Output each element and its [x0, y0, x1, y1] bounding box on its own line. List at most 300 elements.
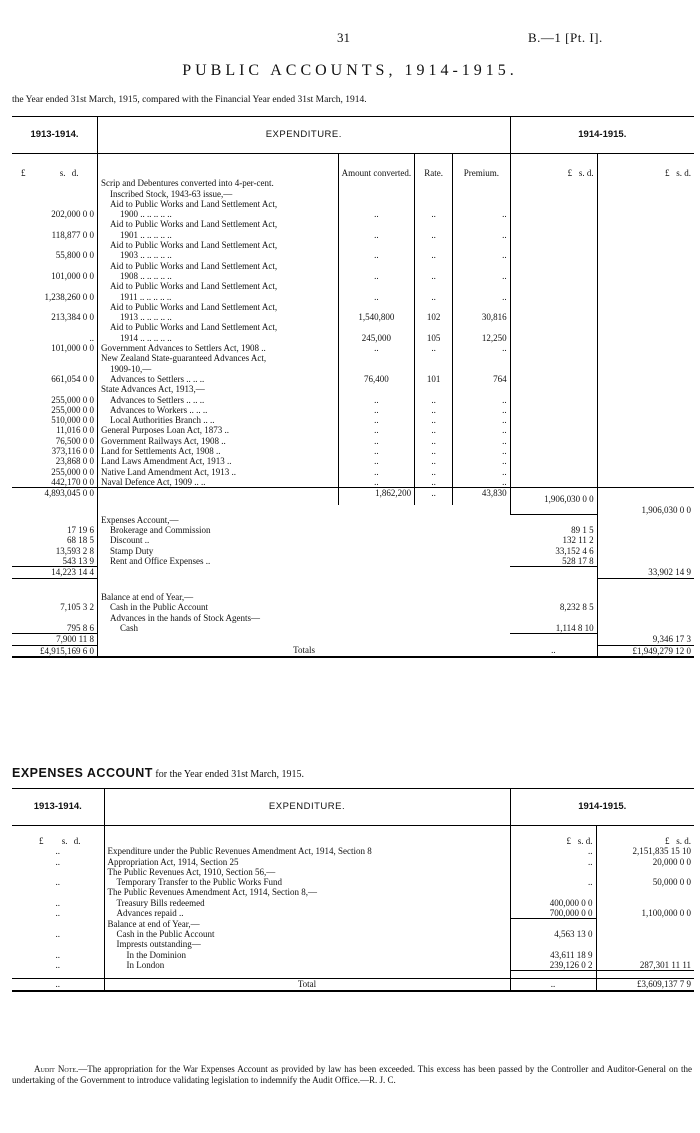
col2-empty — [597, 425, 694, 435]
subheader-amount: Amount converted. — [338, 154, 414, 179]
row-description: Scrip and Debentures converted into 4-per-cent. — [100, 178, 274, 189]
premium-value — [453, 322, 511, 332]
row-description: In the Dominion — [126, 949, 186, 960]
col1-value: 33,152 4 6 — [510, 546, 597, 556]
page-subtitle: the Year ended 31st March, 1915, compared with the Financial Year ended 31st March, 1914. — [12, 95, 367, 105]
prev-year-value — [12, 261, 97, 271]
col1-value: 239,126 0 2 — [510, 960, 596, 971]
page-reference: B.—1 [Pt. I]. — [528, 30, 603, 45]
table-row — [12, 343, 694, 353]
blank — [596, 971, 694, 979]
totals-row — [12, 645, 694, 657]
rate-value: .. — [415, 425, 453, 435]
col2-empty — [597, 281, 694, 291]
table-row — [12, 477, 694, 488]
expenses-heading: Expenses Account,— — [100, 514, 179, 525]
balance-total-col2: 9,346 17 3 — [597, 634, 694, 645]
table-row — [12, 857, 694, 867]
col2-empty — [597, 395, 694, 405]
table-row — [12, 312, 694, 322]
blank — [338, 505, 414, 515]
prev-year-value — [12, 281, 97, 291]
col2-empty — [597, 456, 694, 466]
table-row — [12, 230, 694, 240]
prev-year-value: .. — [12, 898, 104, 908]
amount-converted: .. — [338, 415, 414, 425]
rate-value — [415, 178, 453, 188]
rate-value — [415, 353, 453, 363]
units-prev: £ s. d. — [12, 154, 97, 179]
col1-empty — [510, 271, 597, 281]
table-row — [12, 929, 694, 939]
premium-value: .. — [453, 477, 511, 488]
subtotal-col2: 1,906,030 0 0 — [641, 504, 691, 515]
col1-empty — [510, 281, 597, 291]
rate-value — [415, 261, 453, 271]
col1-empty — [510, 467, 597, 477]
premium-value: .. — [453, 405, 511, 415]
col2-empty — [597, 189, 694, 199]
col2-empty — [597, 353, 694, 363]
col1-empty — [510, 384, 597, 394]
amount-converted: .. — [338, 436, 414, 446]
premium-value: 764 — [453, 374, 511, 384]
col2-value — [596, 939, 694, 949]
blank — [12, 592, 97, 602]
col2-empty — [597, 240, 694, 250]
table-row — [12, 535, 694, 545]
amount-converted — [338, 219, 414, 229]
row-description: Discount .. — [109, 535, 150, 546]
table-row — [12, 613, 694, 623]
col1-value — [510, 919, 596, 929]
col2-value — [596, 887, 694, 897]
balance-heading: Balance at end of Year,— — [100, 592, 194, 603]
row-description: 1900 .. .. .. .. .. — [119, 209, 172, 220]
col2-empty — [597, 405, 694, 415]
table-row — [12, 281, 694, 291]
table-row — [12, 395, 694, 405]
prev-year-value: 373,116 0 0 — [12, 446, 97, 456]
premium-value: .. — [453, 415, 511, 425]
row-description: Cash in the Public Account — [109, 602, 208, 613]
col2-empty — [597, 271, 694, 281]
rate-value: .. — [415, 343, 453, 353]
table-row — [12, 908, 694, 919]
blank — [597, 535, 694, 545]
rate-value — [415, 384, 453, 394]
rate-value: .. — [415, 271, 453, 281]
table-row — [12, 950, 694, 960]
row-description: The Public Revenues Amendment Act, 1914, Section 8,— — [107, 887, 317, 898]
col1-empty — [510, 446, 597, 456]
blank — [597, 488, 694, 505]
row-description: 1908 .. .. .. .. .. — [119, 270, 172, 281]
grand-total-col1: .. — [510, 645, 597, 657]
table-row — [12, 292, 694, 302]
col1-value: .. — [510, 846, 596, 856]
col2-value: 2,151,835 15 10 — [632, 846, 691, 857]
row-description: 1914 .. .. .. .. .. — [119, 332, 172, 343]
row-description: Aid to Public Works and Land Settlement Act, — [109, 219, 278, 230]
table-row — [12, 271, 694, 281]
page-number: 31 — [337, 30, 350, 45]
prev-year-value: .. — [12, 857, 104, 867]
blank — [104, 971, 510, 979]
prev-year-value: 255,000 0 0 — [12, 395, 97, 405]
prev-year-value: 17 19 6 — [12, 525, 97, 535]
rate-value: .. — [415, 230, 453, 240]
table-row — [12, 209, 694, 219]
amount-converted — [338, 364, 414, 374]
row-description: Imprests outstanding— — [116, 939, 201, 950]
premium-value: .. — [453, 343, 511, 353]
col2-empty — [597, 384, 694, 394]
subtotal-rate: .. — [415, 488, 453, 505]
premium-value — [453, 261, 511, 271]
amount-converted: .. — [338, 250, 414, 260]
col1-value: 700,000 0 0 — [510, 908, 596, 919]
col1-value — [510, 867, 596, 877]
col2-value: 287,301 11 11 — [596, 960, 694, 971]
row-description: Advances repaid .. — [116, 908, 184, 919]
amount-converted — [338, 240, 414, 250]
table-row — [12, 199, 694, 209]
col2-empty — [597, 446, 694, 456]
row-description: Aid to Public Works and Land Settlement Act, — [109, 240, 278, 251]
col2-empty — [597, 322, 694, 332]
amount-converted: .. — [338, 209, 414, 219]
premium-value: .. — [453, 292, 511, 302]
row-description: State Advances Act, 1913,— — [100, 384, 205, 395]
col1-empty — [510, 364, 597, 374]
table-row — [12, 602, 694, 612]
blank — [597, 556, 694, 567]
section-heading — [12, 592, 694, 602]
col2-empty — [597, 261, 694, 271]
table-row — [12, 960, 694, 971]
audit-note: Audit Note.—The appropriation for the War Expenses Account as provided by law has been exceeded. This excess has been passed by the Controller and Auditor-General on the undertaking of the Government to introduce validating legislation to indemnify the Audit Office.—R. J. C. — [12, 1064, 692, 1085]
premium-value: .. — [453, 230, 511, 240]
table-row — [12, 939, 694, 949]
blank — [597, 623, 694, 634]
rate-value — [415, 189, 453, 199]
blank — [510, 578, 597, 592]
blank — [12, 971, 104, 979]
total-col2: £3,609,137 7 9 — [596, 979, 694, 991]
col2-empty — [597, 415, 694, 425]
col1-empty — [510, 353, 597, 363]
prev-year-value: 101,000 0 0 — [12, 343, 97, 353]
table-row — [12, 877, 694, 887]
row-description: 1911 .. .. .. .. .. — [119, 291, 172, 302]
row-description: Treasury Bills redeemed — [116, 897, 205, 908]
amount-converted: .. — [338, 395, 414, 405]
subheader-rate: Rate. — [415, 154, 453, 179]
blank — [97, 634, 510, 645]
col1-empty — [510, 322, 597, 332]
rate-value — [415, 281, 453, 291]
col1-empty — [510, 230, 597, 240]
col1-empty — [510, 209, 597, 219]
amount-converted: .. — [338, 425, 414, 435]
row-description: Appropriation Act, 1914, Section 25 — [107, 856, 239, 867]
row-description: Cash in the Public Account — [116, 929, 215, 940]
prev-year-value — [12, 364, 97, 374]
t2-units-prev: £ s. d. — [12, 826, 104, 847]
col1-value: 8,232 8 5 — [510, 602, 597, 612]
blank — [597, 602, 694, 612]
premium-value — [453, 364, 511, 374]
amount-converted — [338, 261, 414, 271]
prev-year-value — [12, 219, 97, 229]
prev-year-value: 543 13 9 — [12, 556, 97, 567]
blank — [453, 505, 511, 515]
table-row — [12, 436, 694, 446]
units-col2: £ s. d. — [664, 168, 691, 178]
rate-value — [415, 219, 453, 229]
row-description: Aid to Public Works and Land Settlement Act, — [109, 301, 278, 312]
prev-year-value — [12, 322, 97, 332]
table-row — [12, 364, 694, 374]
subtotal-col1: 1,906,030 0 0 — [510, 488, 597, 505]
subtotal-row — [12, 488, 694, 505]
blank — [415, 505, 453, 515]
col1-value: 43,611 18 9 — [510, 950, 596, 960]
amount-converted — [338, 189, 414, 199]
col2-empty — [597, 178, 694, 188]
totals-label: Totals — [97, 645, 510, 657]
amount-converted: .. — [338, 467, 414, 477]
premium-value — [453, 199, 511, 209]
col2-empty — [597, 302, 694, 312]
col1-empty — [510, 219, 597, 229]
prev-year-value: 118,877 0 0 — [12, 230, 97, 240]
table-row — [12, 178, 694, 188]
blank — [510, 505, 597, 515]
prev-year-value — [12, 178, 97, 188]
premium-value: .. — [453, 209, 511, 219]
row-description: Aid to Public Works and Land Settlement Act, — [109, 281, 278, 292]
rate-value: .. — [415, 467, 453, 477]
blank — [97, 488, 338, 505]
subtotal-carry-row — [12, 505, 694, 515]
rate-value: .. — [415, 477, 453, 488]
premium-value: .. — [453, 395, 511, 405]
premium-value: 12,250 — [453, 333, 511, 343]
rate-value — [415, 364, 453, 374]
amount-converted: .. — [338, 405, 414, 415]
col2-empty — [597, 219, 694, 229]
premium-value — [453, 302, 511, 312]
prev-year-value: 510,000 0 0 — [12, 415, 97, 425]
t2-col-header-prev-year: 1913-1914. — [12, 789, 104, 826]
prev-year-value: .. — [12, 877, 104, 887]
prev-year-value: .. — [12, 950, 104, 960]
col1-empty — [510, 199, 597, 209]
subtotal-amount: 1,862,200 — [338, 488, 414, 505]
prev-year-value: .. — [12, 908, 104, 919]
rate-value: .. — [415, 292, 453, 302]
blank — [510, 592, 597, 602]
amount-converted: .. — [338, 292, 414, 302]
prev-year-value — [12, 302, 97, 312]
col2-empty — [597, 230, 694, 240]
table-row — [12, 867, 694, 877]
table-row — [12, 623, 694, 634]
col1-value: 4,563 13 0 — [510, 929, 596, 939]
rate-value: .. — [415, 395, 453, 405]
col1-empty — [510, 312, 597, 322]
t2-units-col2: £ s. d. — [664, 836, 691, 846]
col2-empty — [597, 250, 694, 260]
col2-value: 20,000 0 0 — [652, 856, 691, 867]
col1-value: .. — [510, 857, 596, 867]
col1-empty — [510, 436, 597, 446]
row-description: New Zealand State-guaranteed Advances Act, — [100, 353, 267, 364]
table-row — [12, 250, 694, 260]
amount-converted: 76,400 — [338, 374, 414, 384]
row-description: Expenditure under the Public Revenues Amendment Act, 1914, Section 8 — [107, 846, 372, 857]
col1-value: .. — [510, 877, 596, 887]
col1-value: 400,000 0 0 — [510, 898, 596, 908]
rate-value: .. — [415, 446, 453, 456]
table-row — [12, 467, 694, 477]
row-description: 1909-10,— — [109, 363, 152, 374]
table-row — [12, 405, 694, 415]
col1-empty — [510, 456, 597, 466]
amount-converted — [338, 199, 414, 209]
col1-empty — [510, 292, 597, 302]
t2-units-col1: £ s. d. — [510, 826, 596, 847]
col1-empty — [510, 240, 597, 250]
prev-year-value: 55,800 0 0 — [12, 250, 97, 260]
rate-value — [415, 322, 453, 332]
col1-empty — [510, 415, 597, 425]
amount-converted: .. — [338, 477, 414, 488]
row-description: Temporary Transfer to the Public Works Fund — [116, 877, 282, 888]
prev-year-value: 23,868 0 0 — [12, 456, 97, 466]
col2-empty — [597, 477, 694, 488]
premium-value — [453, 384, 511, 394]
col1-empty — [510, 261, 597, 271]
row-description: Balance at end of Year,— — [107, 918, 200, 929]
rate-value: .. — [415, 250, 453, 260]
premium-value: .. — [453, 436, 511, 446]
section-heading — [12, 515, 694, 525]
prev-year-value — [12, 613, 97, 623]
total-col1: .. — [510, 979, 596, 991]
col1-empty — [510, 477, 597, 488]
table-row — [12, 384, 694, 394]
table-row — [12, 219, 694, 229]
row-description: The Public Revenues Act, 1910, Section 56,— — [107, 866, 276, 877]
table-row — [12, 333, 694, 343]
prev-year-value: .. — [12, 929, 104, 939]
prev-year-value: 101,000 0 0 — [12, 271, 97, 281]
table-row — [12, 556, 694, 567]
amount-converted: 245,000 — [338, 333, 414, 343]
prev-year-value — [12, 189, 97, 199]
t2-col-header-expenditure: EXPENDITURE. — [104, 789, 510, 826]
row-description: 1901 .. .. .. .. .. — [119, 229, 172, 240]
row-description: Advances in the hands of Stock Agents— — [109, 612, 260, 623]
blank — [510, 567, 597, 578]
rate-value: 105 — [415, 333, 453, 343]
page-title: PUBLIC ACCOUNTS, 1914-1915. — [182, 62, 518, 79]
prev-year-value — [12, 919, 104, 929]
table-row — [12, 322, 694, 332]
premium-value — [453, 281, 511, 291]
rate-value: 102 — [415, 312, 453, 322]
blank — [597, 525, 694, 535]
rate-value — [415, 240, 453, 250]
prev-year-value: 7,105 3 2 — [12, 602, 97, 612]
premium-value: .. — [453, 467, 511, 477]
amount-converted — [338, 322, 414, 332]
blank — [12, 505, 97, 515]
amount-converted: .. — [338, 456, 414, 466]
table-row — [12, 919, 694, 929]
col2-empty — [597, 199, 694, 209]
row-description: In London — [126, 960, 165, 971]
col1-value — [510, 887, 596, 897]
blank — [510, 971, 596, 979]
row-description: 1903 .. .. .. .. .. — [119, 250, 172, 261]
col1-empty — [510, 405, 597, 415]
col2-value — [596, 919, 694, 929]
prev-year-value: 11,016 0 0 — [12, 425, 97, 435]
prev-year-value: 442,170 0 0 — [12, 477, 97, 488]
premium-value: .. — [453, 456, 511, 466]
row-description: Aid to Public Works and Land Settlement Act, — [109, 198, 278, 209]
col2-empty — [597, 333, 694, 343]
col1-value: 132 11 2 — [510, 535, 597, 545]
row-description: General Purposes Loan Act, 1873 .. — [100, 425, 229, 436]
row-description: Cash — [119, 622, 138, 633]
subtotal-premium: 43,830 — [453, 488, 511, 505]
row-description: 1913 .. .. .. .. .. — [119, 312, 172, 323]
blank — [97, 567, 510, 578]
rate-value — [415, 302, 453, 312]
prev-year-value: .. — [12, 846, 104, 856]
prev-year-value: 661,054 0 0 — [12, 374, 97, 384]
spacer — [12, 578, 694, 592]
col1-empty — [510, 374, 597, 384]
col2-value — [596, 867, 694, 877]
col2-value: 1,100,000 0 0 — [641, 908, 691, 919]
prev-year-value: .. — [12, 333, 97, 343]
col1-empty — [510, 250, 597, 260]
row-description: Brokerage and Commission — [109, 525, 211, 536]
premium-value: .. — [453, 271, 511, 281]
amount-converted: .. — [338, 343, 414, 353]
col1-empty — [510, 178, 597, 188]
col2-empty — [597, 209, 694, 219]
prev-year-value: 1,238,260 0 0 — [12, 292, 97, 302]
section-total-row — [12, 634, 694, 645]
expenses-total-col2: 33,902 14 9 — [597, 567, 694, 578]
prev-year-value — [12, 939, 104, 949]
total-label: Total — [104, 979, 510, 991]
amount-converted: .. — [338, 446, 414, 456]
amount-converted — [338, 353, 414, 363]
blank — [510, 515, 597, 525]
blank — [12, 515, 97, 525]
blank — [597, 613, 694, 623]
blank — [510, 634, 597, 645]
total-row — [12, 979, 694, 991]
